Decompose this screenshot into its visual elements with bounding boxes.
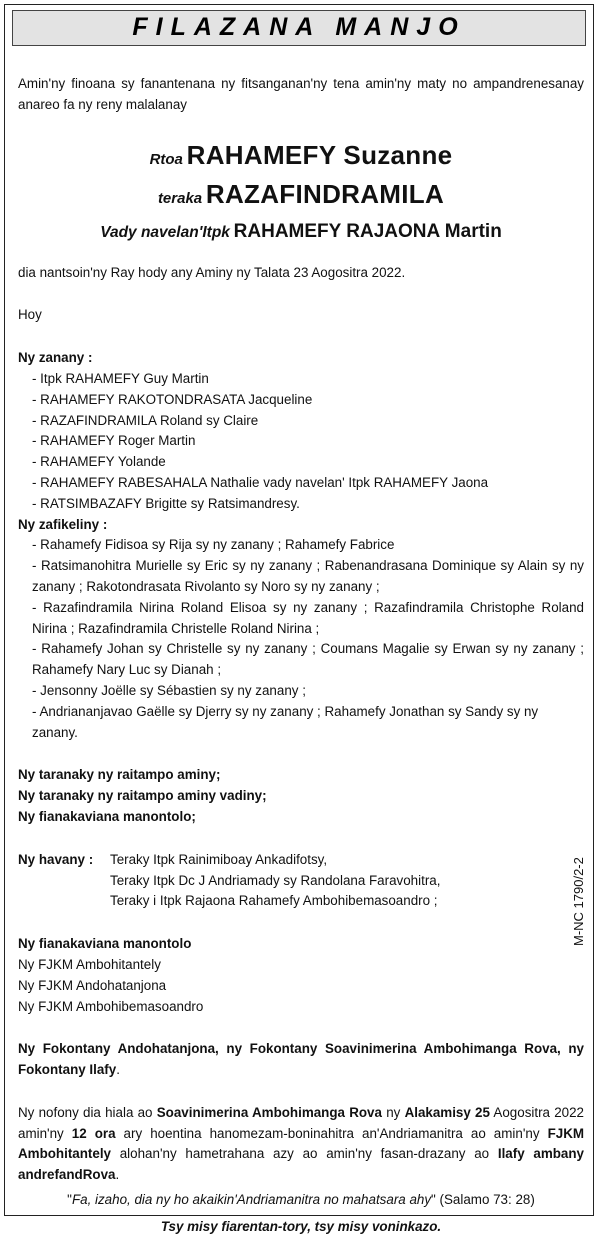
havany-lines	[102, 850, 440, 912]
church-line: Ny FJKM Ambohitantely	[18, 956, 161, 972]
list-item: - RAHAMEFY RABESAHALA Nathalie vady navelan' Itpk RAHAMEFY Jaona	[32, 474, 489, 490]
list-item: - Razafindramila Nirina Roland Elisoa sy ny zanany ; Razafindramila Christophe Roland Nirina ; Razafindramila Christelle Roland Nirina ;	[32, 599, 584, 636]
havany-label: Ny havany :	[18, 851, 94, 867]
list-item: - RAHAMEFY Roger Martin	[32, 433, 196, 449]
list-item: - RAHAMEFY Yolande	[32, 454, 166, 470]
notice-header	[12, 10, 586, 46]
quote-mark: "	[431, 1192, 436, 1208]
bible-quote	[18, 1190, 584, 1211]
church-line: Ny FJKM Ambohibemasoandro	[18, 998, 204, 1014]
funeral-text	[18, 1103, 584, 1186]
born-name: RAZAFINDRAMILA	[205, 178, 445, 209]
children-list	[18, 369, 584, 515]
fokontany-text: Ny Fokontany Andohatanjona, ny Fokontany Soavinimerina Ambohimanga Rova, ny Fokontany Ilafy.	[18, 1041, 584, 1078]
havany-block	[18, 850, 584, 912]
quote-ref: (Salamo 73: 28)	[435, 1192, 535, 1208]
family-heading: Ny fianakaviana manontolo	[18, 936, 192, 952]
grandchildren-list	[18, 535, 584, 743]
list-item: - Ratsimanohitra Murielle sy Eric sy ny zanany ; Rabenandrasana Dominique sy Alain sy ny zanany ; Rakotondrasata Rivolanto sy Noro sy ny zanany ;	[32, 558, 584, 594]
widow-prefix: Vady navelan'Itpk	[100, 223, 230, 241]
widow-name: RAHAMEFY RAJAONA Martin	[233, 220, 502, 242]
title-prefix: Rtoa	[149, 150, 183, 168]
children-heading: Ny zanany :	[18, 350, 93, 366]
intro-text: Amin'ny finoana sy fanantenana ny fitsanganan'ny tena amin'ny maty no ampandrenesanay anareo fa ny reny malalanay	[18, 76, 584, 112]
grandchildren-heading: Ny zafikeliny :	[18, 516, 108, 532]
funeral-part: Aogositra 2022 amin'ny	[18, 1104, 584, 1141]
relatives-line: Ny taranaky ny raitampo aminy;	[18, 767, 221, 783]
havany-line: Teraky Itpk Dc J Andriamady sy Randolana Faravohitra,	[110, 872, 441, 888]
funeral-part: alohan'ny hametrahana azy ao amin'ny fasan-drazany ao	[111, 1146, 498, 1162]
list-item: - Rahamefy Fidisoa sy Rija sy ny zanany ; Rahamefy Fabrice	[32, 537, 395, 553]
funeral-burial: Ilafy ambany andrefandRova	[18, 1146, 584, 1183]
born-prefix: teraka	[157, 189, 203, 207]
death-text: dia nantsoin'ny Ray hody any Aminy ny Talata 23 Aogositra 2022.	[18, 264, 406, 280]
fokontany-label: Ny Fokontany Andohatanjona, ny Fokontany Soavinimerina Ambohimanga Rova, ny Fokontany Ilafy	[18, 1041, 584, 1078]
born-name-line	[18, 177, 584, 216]
hoy-text: Hoy	[18, 307, 42, 323]
havany-line: Teraky i Itpk Rajaona Rahamefy Ambohibemasoandro ;	[110, 893, 438, 909]
reference-code-box	[568, 836, 588, 946]
quote-mark: "	[67, 1192, 72, 1208]
deceased-name-line	[18, 138, 584, 177]
widow-line	[18, 218, 584, 247]
reference-code: M-NC 1790/2-2	[571, 857, 586, 946]
list-item: - RATSIMBAZAFY Brigitte sy Ratsimandresy.	[32, 495, 300, 511]
church-line: Ny FJKM Andohatanjona	[18, 977, 167, 993]
deceased-name: RAHAMEFY Suzanne	[186, 139, 453, 170]
quote-text: Fa, izaho, dia ny ho akaikin'Andriamanitra no mahatsara ahy	[71, 1192, 432, 1208]
closing-text: Tsy misy fiarentan-tory, tsy misy voninkazo.	[160, 1218, 442, 1234]
list-item: - Rahamefy Johan sy Christelle sy ny zanany ; Coumans Magalie sy Erwan sy ny zanany ; Rahamefy Nary Luc sy Dianah ;	[32, 641, 584, 678]
funeral-part: Ny nofony dia hiala ao	[18, 1104, 157, 1120]
relatives-line: Ny taranaky ny raitampo aminy vadiny;	[18, 788, 267, 804]
funeral-part: ny	[381, 1104, 405, 1120]
funeral-part: ary hoentina hanomezam-boninahitra an'Andriamanitra ao amin'ny	[115, 1125, 548, 1141]
list-item: - RAHAMEFY RAKOTONDRASATA Jacqueline	[32, 391, 313, 407]
funeral-church: FJKM Ambohitantely	[18, 1125, 585, 1162]
funeral-day: Alakamisy 25	[404, 1104, 490, 1120]
funeral-time: 12 ora	[71, 1125, 116, 1141]
notice-body	[18, 74, 584, 1238]
notice-title: FILAZANA MANJO	[132, 13, 466, 41]
funeral-part: .	[115, 1167, 120, 1183]
relatives-line: Ny fianakaviana manontolo;	[18, 808, 196, 824]
havany-line: Teraky Itpk Rainimiboay Ankadifotsy,	[110, 851, 328, 867]
funeral-place: Soavinimerina Ambohimanga Rova	[156, 1104, 382, 1120]
list-item: - RAZAFINDRAMILA Roland sy Claire	[32, 412, 259, 428]
list-item: - Itpk RAHAMEFY Guy Martin	[32, 370, 209, 386]
list-item: - Andriananjavao Gaëlle sy Djerry sy ny zanany ; Rahamefy Jonathan sy Sandy sy ny zanany.	[32, 703, 539, 740]
list-item: - Jensonny Joëlle sy Sébastien sy ny zanany ;	[32, 682, 306, 698]
